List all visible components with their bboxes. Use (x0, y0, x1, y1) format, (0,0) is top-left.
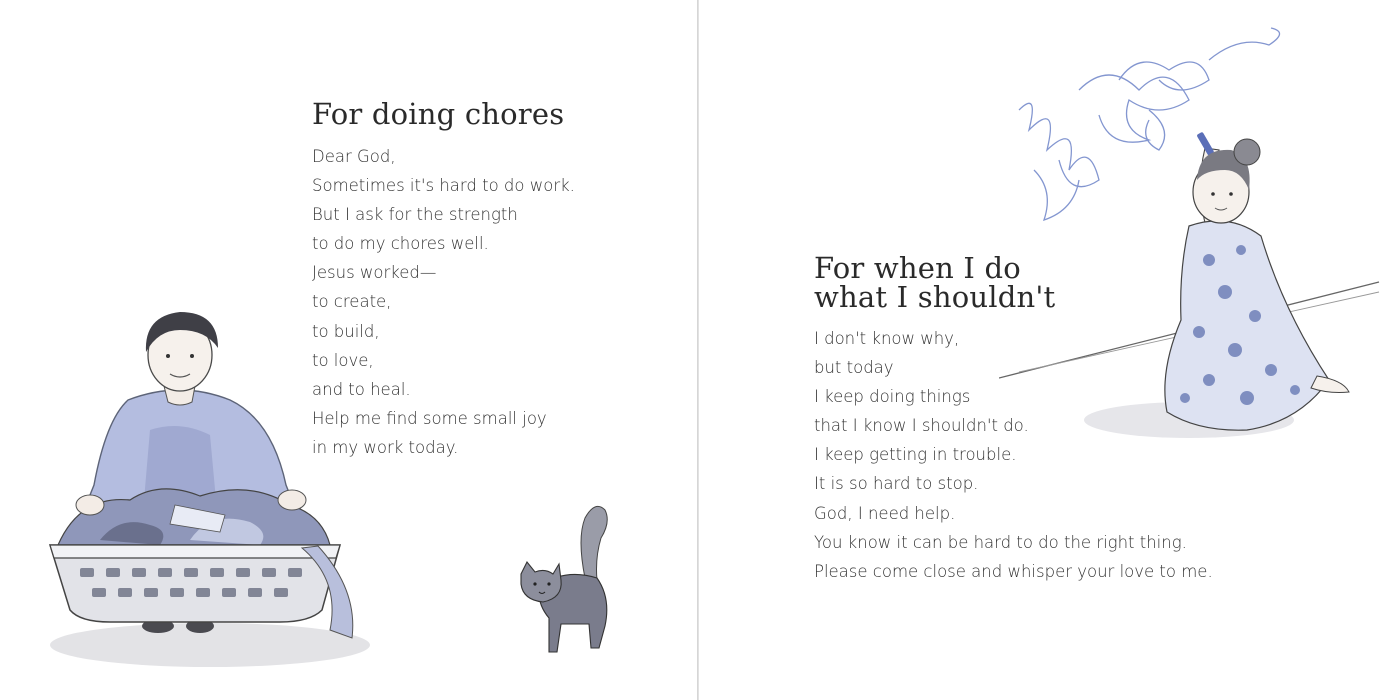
poem-line: You know it can be hard to do the right thing. (814, 532, 1187, 552)
poem-line: I keep doing things (814, 387, 971, 407)
boy-with-laundry-basket-illustration (40, 300, 370, 680)
poem-line: to love, (312, 350, 374, 370)
girl-drawing-on-wall-illustration (999, 20, 1394, 470)
left-eye (166, 354, 170, 358)
poem-line: in my work today. (312, 437, 459, 457)
poem-line: Help me find some small joy (312, 408, 547, 428)
poem-line: Dear God, (312, 147, 396, 166)
hair-bun (1234, 139, 1260, 165)
poem-line: It is so hard to stop. (814, 474, 979, 494)
sweater-shading (144, 426, 216, 500)
poem-line: Please come close and whisper your love to me. (814, 561, 1213, 581)
cat-tail (581, 506, 607, 580)
left-hand (76, 495, 104, 515)
cat-head (521, 562, 561, 602)
poem-line: Sometimes it's hard to do work. (312, 176, 575, 196)
poem-line: Jesus worked— (312, 263, 437, 283)
poem-line: to create, (312, 292, 392, 312)
right-title-line: For when I do (814, 251, 1021, 285)
poem-line: I don't know why, (814, 329, 960, 348)
left-page-title (312, 97, 565, 131)
right-eye (190, 354, 194, 358)
gray-cat-illustration (515, 498, 620, 663)
poem-line: I keep getting in trouble. (814, 445, 1017, 465)
poem-line: that I know I shouldn't do. (814, 416, 1029, 436)
poem-line: and to heal. (312, 379, 411, 399)
poem-line: God, I need help. (814, 503, 956, 523)
poem-line: But I ask for the strength (312, 205, 518, 225)
poem-line: to build, (312, 321, 380, 341)
poem-line: but today (814, 358, 894, 378)
girl-foot (1311, 376, 1349, 393)
left-title-line: For doing chores (312, 97, 565, 131)
right-title-line: what I shouldn't (814, 280, 1056, 314)
poem-line: to do my chores well. (312, 234, 489, 254)
right-page (699, 0, 1398, 700)
right-hand (278, 490, 306, 510)
left-page (0, 0, 698, 700)
